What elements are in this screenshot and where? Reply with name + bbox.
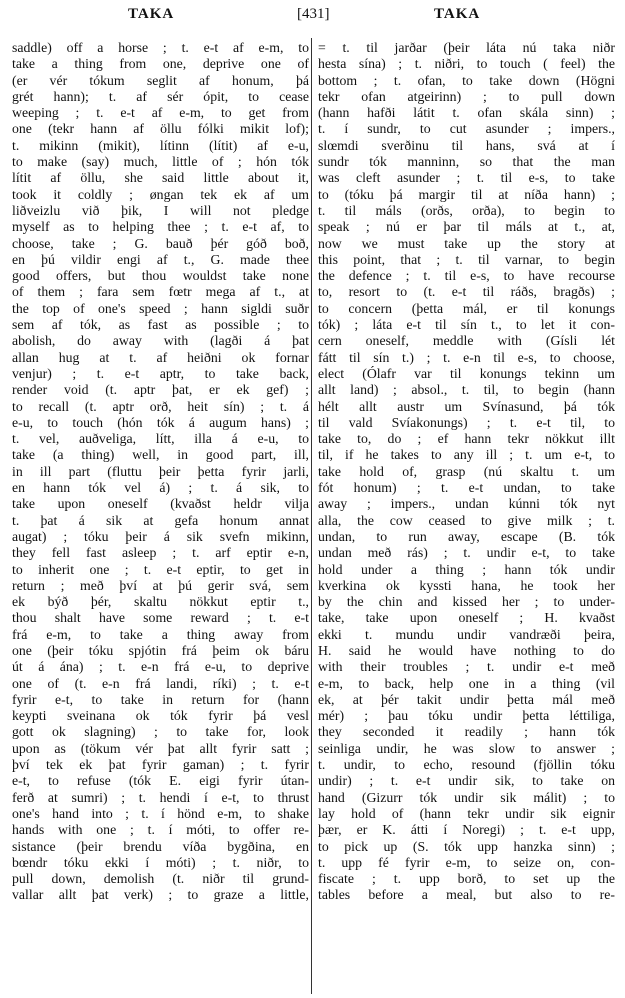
- text-line: grét hann); t. af sér ópit, to cease: [12, 88, 309, 104]
- text-line: elect (Ólafr var til konungs tekinn um: [318, 365, 615, 381]
- text-line: liðveizlu við þik, I will not pledge: [12, 202, 309, 218]
- header-left-headword: TAKA: [128, 6, 175, 22]
- text-line: gott ok slagning) ; to take for, look: [12, 724, 309, 740]
- text-line: fyrir e-t, to take in return for (hann: [12, 691, 309, 707]
- text-line: return ; með því at þú gerir svá, sem: [12, 577, 309, 593]
- text-line: hold under a thing ; hann tók undir: [318, 561, 615, 577]
- text-line: with their troubles ; t. undir e-t með: [318, 659, 615, 675]
- text-line: þær, er K. átti í Noregi) ; t. e-t upp,: [318, 822, 615, 838]
- text-line: tekr ofan atgeirinn) ; to pull down: [318, 88, 615, 104]
- text-line: they seconded it readily ; hann tók: [318, 724, 615, 740]
- text-line: to, resort to (t. e-t til ráðs, bragðs) ;: [318, 284, 615, 300]
- text-line: one's hand into ; t. í hönd e-m, to shake: [12, 805, 309, 821]
- text-line: was cleft asunder ; t. til e-s, to take: [318, 170, 615, 186]
- text-line: lítit af öllu, she said little about it,: [12, 170, 309, 186]
- text-line: keypti sveinana ok tók fyrir þá vesl: [12, 708, 309, 724]
- text-line: = t. til jarðar (þeir láta nú taka niðr: [318, 40, 615, 55]
- text-line: e-u, to touch (hón tók á augum hans) ;: [12, 414, 309, 430]
- text-line: allt land) ; absol., t. til, to begin (hann: [318, 382, 615, 398]
- text-line: undan, to run away, escape (B. tók: [318, 528, 615, 544]
- text-line: by the chin and kissed her ; to under-: [318, 594, 615, 610]
- text-line: one (þeir tóku spjótin frá þeim ok báru: [12, 642, 309, 658]
- text-line: mér) ; þau tóku undir þetta léttiliga,: [318, 708, 615, 724]
- text-line: sistance (þeir brendu víða bygðina, en: [12, 838, 309, 854]
- page-number: [431]: [297, 6, 330, 22]
- text-line: take to, do ; ef hann tekr nökkut illt: [318, 431, 615, 447]
- text-line: thou shalt have some reward ; t. e-t: [12, 610, 309, 626]
- text-line: now we must take up the story at: [318, 235, 615, 251]
- text-line: t. upp fé fyrir e-m, to seize on, con-: [318, 854, 615, 870]
- text-line: e-m, to back, help one in a thing (vil: [318, 675, 615, 691]
- text-line: vallar allt þat verk) ; to graze a little,: [12, 887, 309, 903]
- text-line: t. þat á sik at gefa honum annat: [12, 512, 309, 528]
- text-line: tók) ; láta e-t til sín t., to let it con-: [318, 317, 615, 333]
- text-line: sem af tók, as fast as possible ; to: [12, 317, 309, 333]
- text-line: bœndr tóku ekki í móti) ; t. niðr, to: [12, 854, 309, 870]
- text-line: augat) ; tóku þeir á sik svefn mikinn,: [12, 528, 309, 544]
- running-header: [0, 6, 625, 26]
- text-line: tables before a meal, but also to re-: [318, 887, 615, 903]
- text-line: ek, at þér takit undir þetta mál með: [318, 691, 615, 707]
- text-line: t. undir, to echo, resound (fjöllin tóku: [318, 757, 615, 773]
- text-line: they fell fast asleep ; t. arf eptir e-n,: [12, 545, 309, 561]
- text-line: choose, take ; G. bauð þér góð boð,: [12, 235, 309, 251]
- text-line: one (tekr hann af öllu fólki mikit lof);: [12, 121, 309, 137]
- text-line: take, take upon oneself ; H. kvaðst: [318, 610, 615, 626]
- text-line: (er vér tókum seglit af honum, þá: [12, 72, 309, 88]
- text-line: því tek ek þat fyrir gaman) ; t. fyrir: [12, 757, 309, 773]
- right-column: [318, 40, 615, 995]
- text-line: this point, that ; t. til varnar, to begin: [318, 251, 615, 267]
- text-line: bottom ; t. ofan, to take down (Högni: [318, 72, 615, 88]
- text-line: abolish, do away with (lagði á þat: [12, 333, 309, 349]
- text-line: út á ána) ; t. e-n frá e-u, to deprive: [12, 659, 309, 675]
- text-line: to pick up (S. tók upp hanzka sinn) ;: [318, 838, 615, 854]
- text-line: (hann hafði látit t. ofan skála sinn) ;: [318, 105, 615, 121]
- text-line: to concern (þetta mál, er til konungs: [318, 300, 615, 316]
- text-line: t. í sundr, to cut asunder ; impers.,: [318, 121, 615, 137]
- text-line: to (tóku þá margir til at níða hann) ;: [318, 186, 615, 202]
- text-line: the defence ; t. til e-s, to have recourse: [318, 268, 615, 284]
- column-divider: [311, 38, 312, 994]
- text-line: one of (t. e-n frá landi, ríki) ; t. e-t: [12, 675, 309, 691]
- text-line: en hann tók vel á) ; t. á sik, to: [12, 480, 309, 496]
- text-line: hands with one ; t. í móti, to offer re-: [12, 822, 309, 838]
- text-line: take (a thing) well, in good part, ill,: [12, 447, 309, 463]
- text-line: t. mikinn (mikit), lítinn (lítit) af e-u,: [12, 137, 309, 153]
- text-line: seinliga undir, he was slow to answer ;: [318, 740, 615, 756]
- text-line: took it coldly ; øngan tek ek af um: [12, 186, 309, 202]
- text-line: ekki t. mundu undir vandræði þeira,: [318, 626, 615, 642]
- text-line: t. vel, auðveliga, lítt, illa á e-u, to: [12, 431, 309, 447]
- text-line: sundr tók manninn, so that the man: [318, 154, 615, 170]
- text-line: til, if he takes to any ill ; t. um e-t, to: [318, 447, 615, 463]
- text-line: undir) ; t. e-t undir sik, to take on: [318, 773, 615, 789]
- text-line: myself as to helping thee ; t. e-t af, to: [12, 219, 309, 235]
- text-line: away ; impers., undan kúnni tók nyt: [318, 496, 615, 512]
- text-line: good offers, but thou wouldst take none: [12, 268, 309, 284]
- text-line: undan með rás) ; t. undir e-t, to take: [318, 545, 615, 561]
- text-line: the top of one's speed ; hann sigldi suðr: [12, 300, 309, 316]
- text-line: speak ; nú er þar til máls at t., at,: [318, 219, 615, 235]
- text-line: allan hug at t. af heiðni ok fornar: [12, 349, 309, 365]
- text-line: to make (say) much, little of ; hón tók: [12, 154, 309, 170]
- text-line: pull down, demolish (t. niðr til grund-: [12, 871, 309, 887]
- text-line: take a thing from one, deprive one of: [12, 56, 309, 72]
- text-line: til vald Svíakonungs) ; t. e-t til, to: [318, 414, 615, 430]
- text-line: venjur) ; t. e-t aptr, to take back,: [12, 365, 309, 381]
- text-line: e-t, to refuse (tók E. eigi fyrir útan-: [12, 773, 309, 789]
- left-column: [12, 40, 309, 995]
- text-line: t. til máls (orðs, orða), to begin to: [318, 202, 615, 218]
- text-line: frá e-m, to take a thing away from: [12, 626, 309, 642]
- text-line: fátt til sín t.) ; t. e-n til e-s, to choose,: [318, 349, 615, 365]
- text-line: hesta sína) ; t. niðri, to touch ( feel) the: [318, 56, 615, 72]
- text-line: upon as (tökum vér þat allt fyrir satt ;: [12, 740, 309, 756]
- text-line: hélt allt austr um Svínasund, þá tók: [318, 398, 615, 414]
- header-right-headword: TAKA: [434, 6, 481, 22]
- text-line: hand (Gizurr tók undir sik málit) ; to: [318, 789, 615, 805]
- text-line: alla, the cow ceased to give milk ; t.: [318, 512, 615, 528]
- text-line: fiscate ; t. upp borð, to set up the: [318, 871, 615, 887]
- text-line: kverkina ok kyssti hana, he took her: [318, 577, 615, 593]
- text-line: in ill part (fluttu þeir þetta fyrir jarli,: [12, 463, 309, 479]
- text-line: ferð at sumri) ; t. hendi í e-t, to thrust: [12, 789, 309, 805]
- text-line: to recall (t. aptr orð, heit sín) ; t. á: [12, 398, 309, 414]
- text-line: take upon oneself (kvaðst heldr vilja: [12, 496, 309, 512]
- text-line: to inherit one ; t. e-t eptir, to get in: [12, 561, 309, 577]
- text-line: cern oneself, meddle with (Gísli lét: [318, 333, 615, 349]
- text-line: saddle) off a horse ; t. e-t af e-m, to: [12, 40, 309, 55]
- text-line: H. said he would have nothing to do: [318, 642, 615, 658]
- text-line: lay hold of (hann tekr undir sik eignir: [318, 805, 615, 821]
- text-line: ek býð þér, skaltu nökkut eptir t.,: [12, 594, 309, 610]
- text-line: weeping ; t. e-t af e-m, to get from: [12, 105, 309, 121]
- text-line: en þú vildir engi af t., G. made thee: [12, 251, 309, 267]
- text-line: take hold of, grasp (nú skaltu t. um: [318, 463, 615, 479]
- text-line: of them ; fara sem fœtr mega af t., at: [12, 284, 309, 300]
- text-line: slœmdi sverðinu til hans, svá at í: [318, 137, 615, 153]
- text-line: fót honum) ; t. e-t undan, to take: [318, 480, 615, 496]
- text-line: render void (t. aptr þat, er ek gef) ;: [12, 382, 309, 398]
